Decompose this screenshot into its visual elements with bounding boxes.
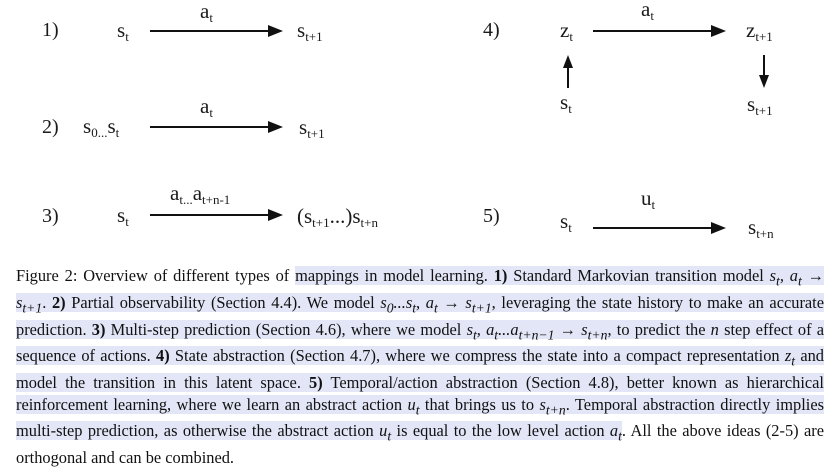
panel-1-arrowhead	[268, 25, 283, 37]
panel-4-arrowhead-encode	[563, 55, 573, 68]
panel-3-arrowhead	[268, 209, 283, 221]
panel-4-arrowhead-decode	[759, 75, 769, 88]
panel-5-state-right: st+n	[748, 215, 774, 241]
panel-5-label: 5)	[483, 205, 500, 227]
panel-4-state-right: st+1	[747, 92, 773, 118]
panel-4-label: 4)	[483, 19, 500, 41]
panel-5-arrowhead	[711, 222, 726, 234]
panel-4-arrowhead-top	[711, 25, 726, 37]
panel-3-label: 3)	[42, 205, 59, 227]
panel-4-latent-right: zt+1	[746, 18, 773, 44]
panel-1-label: 1)	[42, 19, 59, 41]
panel-1-action: at	[200, 0, 213, 25]
panel-2-state-right: st+1	[299, 115, 325, 141]
panel-5-action: ut	[641, 186, 656, 212]
panel-4-action: at	[641, 0, 654, 23]
panel-5-state-left: st	[560, 209, 572, 235]
panel-4-latent-left: zt	[560, 18, 573, 44]
panel-3-state-left: st	[117, 203, 129, 229]
panel-3-action: at...at+n-1	[170, 181, 231, 207]
panel-2-label: 2)	[42, 116, 59, 138]
panel-2-state-left: s0...st	[83, 114, 120, 140]
panel-4-state-left: st	[560, 90, 572, 116]
panel-2-arrowhead	[268, 121, 283, 133]
panel-1-state-left: st	[117, 18, 129, 44]
panel-2-action: at	[200, 94, 213, 120]
panel-1-state-right: st+1	[297, 18, 323, 44]
panel-3-state-right: (st+1...)st+n	[297, 204, 378, 230]
figure-caption: Figure 2: Overview of different types of mappings in model learning. 1) Standard Markovian transition model $s_t$, $a_t \to s_{t+1}$. 2) Partial observability (Section 4.4). We model $s_0...s_t$, $a_t \to s_{t+1}$, leveraging the state history to make an accurate prediction. 3) Multi-step prediction (Section 4.6), where we model $s_t$, $a_t...a_{t+n-1} \to s_{t+n}$, to predict the n step effect of a sequence of actions. 4) State abstraction (Section 4.7), where we compress the state into a compact representation $z_t$ and model the transition in this latent space. 5) Temporal/action abstraction (Section 4.8), better known as hierarchical reinforcement learning, where we learn an abstract action $u_t$ that brings us to $s_{t+n}$. Temporal abstraction directly implies multi-step prediction, as otherwise the abstract action $u_t$ is equal to the low level action $a_t$. All the above ideas (2-5) are orthogonal and can be combined.	[16, 266, 825, 468]
